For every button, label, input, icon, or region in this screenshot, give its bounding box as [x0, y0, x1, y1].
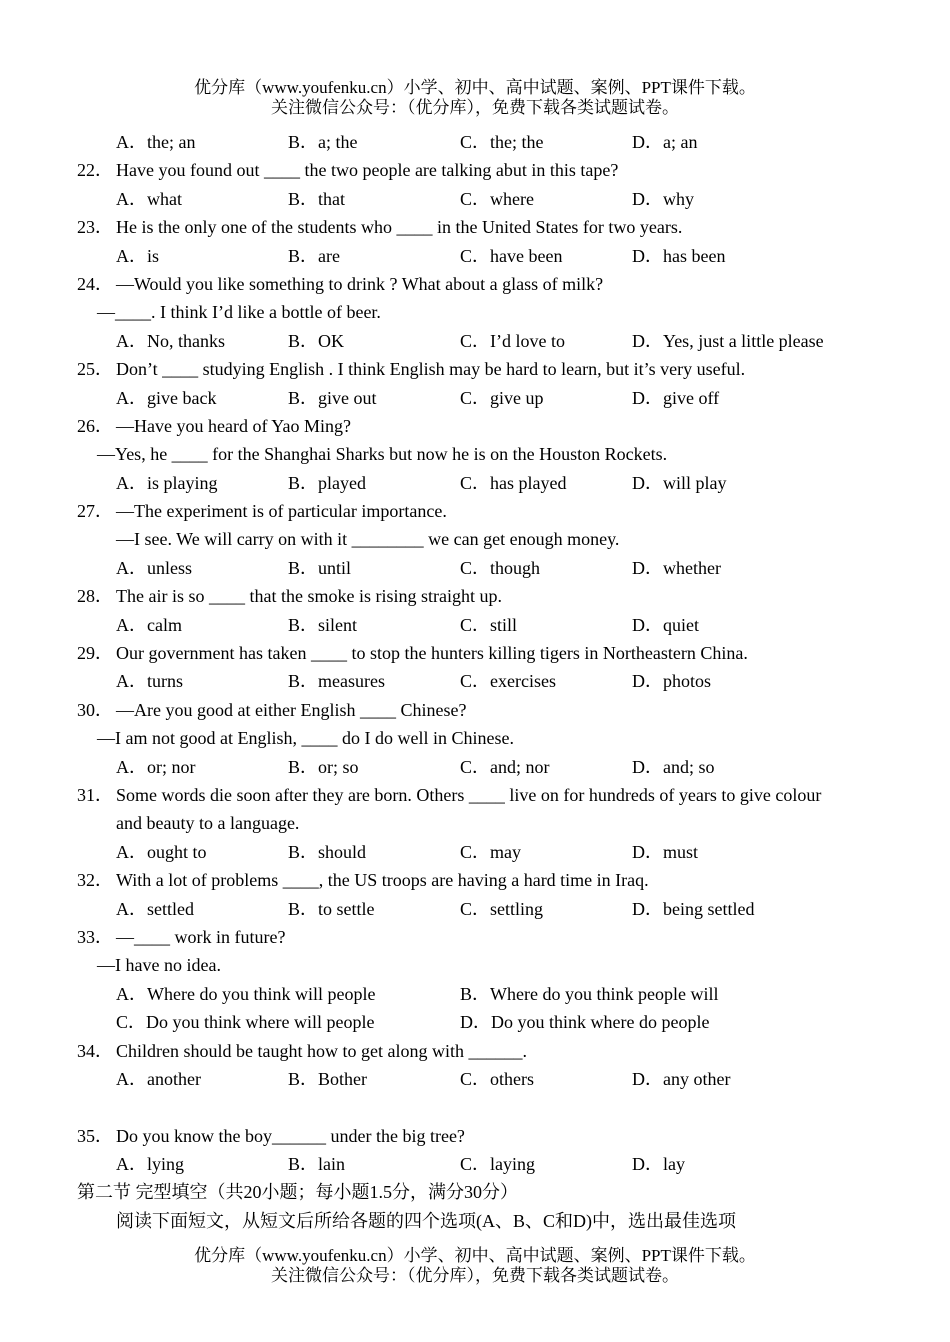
q35-stem: Do you know the boy______ under the big tree? [116, 1126, 465, 1146]
q30-option-c: C．and; nor [460, 757, 550, 777]
q27-question [0, 497, 950, 525]
q28-option-b: B．silent [288, 615, 358, 635]
q30-options [0, 753, 950, 781]
q30-option-a: A．or; nor [116, 757, 196, 777]
q34-number: 34． [77, 1041, 113, 1061]
q31-number: 31． [77, 785, 113, 805]
q26-reply-line [0, 440, 950, 468]
q29-option-d: D．photos [632, 671, 712, 691]
q23-question [0, 213, 950, 241]
q33-reply-line [0, 951, 950, 979]
q26-number: 26． [77, 416, 113, 436]
q32-option-d: D．being settled [632, 899, 755, 919]
q28-stem: The air is so ____ that the smoke is rising straight up. [116, 586, 502, 606]
q22-option-b: B．that [288, 189, 345, 209]
q29-stem: Our government has taken ____ to stop the hunters killing tigers in Northeastern China. [116, 643, 748, 663]
q22-question [0, 156, 950, 184]
q33-option-c: C．Do you think where will people [116, 1012, 375, 1032]
q27-number: 27． [77, 501, 113, 521]
q34-option-c: C．others [460, 1069, 534, 1089]
q23-option-c: C．have been [460, 246, 563, 266]
q25-option-a: A．give back [116, 388, 217, 408]
q26-option-a: A．is playing [116, 473, 218, 493]
q25-option-c: C．give up [460, 388, 544, 408]
q30-question [0, 696, 950, 724]
q26-option-d: D．will play [632, 473, 727, 493]
q22-options [0, 185, 950, 213]
q35-option-c: C．laying [460, 1154, 535, 1174]
q33-option-a: A．Where do you think will people [116, 984, 376, 1004]
q24-option-b: B．OK [288, 331, 345, 351]
q27-option-b: B．until [288, 558, 352, 578]
q24-reply-line [0, 298, 950, 326]
q34-option-a: A．another [116, 1069, 201, 1089]
q24-option-c: C．I’d love to [460, 331, 565, 351]
q25-question [0, 355, 950, 383]
q26-question [0, 412, 950, 440]
q34-question [0, 1037, 950, 1065]
q27-option-d: D．whether [632, 558, 721, 578]
q28-option-c: C．still [460, 615, 518, 635]
section-2-title-line [0, 1178, 950, 1206]
q30-reply-line [0, 724, 950, 752]
q23-option-a: A．is [116, 246, 160, 266]
q27-stem: —The experiment is of particular importance. [116, 501, 447, 521]
q34-options [0, 1065, 950, 1093]
q25-option-d: D．give off [632, 388, 720, 408]
q35-option-a: A．lying [116, 1154, 185, 1174]
q26-stem: —Have you heard of Yao Ming? [116, 416, 351, 436]
q32-option-b: B．to settle [288, 899, 375, 919]
q28-option-a: A．calm [116, 615, 182, 635]
q29-option-c: C．exercises [460, 671, 556, 691]
q29-number: 29． [77, 643, 113, 663]
q29-option-b: B．measures [288, 671, 385, 691]
q21-option-b: B．a; the [288, 132, 358, 152]
q30-option-b: B．or; so [288, 757, 359, 777]
q33-options-row-1 [0, 980, 950, 1008]
q33-options-row-2 [0, 1008, 950, 1036]
q23-options [0, 242, 950, 270]
q24-option-a: A．No, thanks [116, 331, 225, 351]
q35-option-d: D．lay [632, 1154, 685, 1174]
q31-stem-continued: and beauty to a language. [116, 813, 300, 833]
q33-question [0, 923, 950, 951]
q29-options [0, 667, 950, 695]
q26-option-b: B．played [288, 473, 366, 493]
q31-question [0, 781, 950, 809]
header-line-2: 关注微信公众号：（优分库），免费下载各类试题试卷。 [271, 98, 679, 117]
q21-option-a: A．the; an [116, 132, 196, 152]
q32-options [0, 895, 950, 923]
q21-option-c: C．the; the [460, 132, 544, 152]
q33-reply: —I have no idea. [97, 955, 221, 975]
q31-option-d: D．must [632, 842, 699, 862]
q33-stem: —____ work in future? [116, 927, 286, 947]
q31-stem-continued-line [0, 809, 950, 837]
q29-question [0, 639, 950, 667]
q30-reply: —I am not good at English, ____ do I do well in Chinese. [97, 728, 514, 748]
q31-options [0, 838, 950, 866]
q22-number: 22． [77, 160, 113, 180]
section-2-title: 第二节 完型填空（共20小题；每小题1.5分，满分30分） [77, 1182, 518, 1202]
q35-option-b: B．lain [288, 1154, 345, 1174]
q22-option-d: D．why [632, 189, 694, 209]
q31-option-c: C．may [460, 842, 521, 862]
q25-number: 25． [77, 359, 113, 379]
q23-stem: He is the only one of the students who ____ in the United States for two years. [116, 217, 683, 237]
q23-number: 23． [77, 217, 113, 237]
q32-number: 32． [77, 870, 113, 890]
footer-line-1: 优分库（www.youfenku.cn）小学、初中、高中试题、案例、PPT课件下载。 [194, 1246, 756, 1265]
footer-line-2: 关注微信公众号：（优分库），免费下载各类试题试卷。 [271, 1266, 679, 1285]
q25-option-b: B．give out [288, 388, 377, 408]
q34-option-b: B．Bother [288, 1069, 367, 1089]
q32-stem: With a lot of problems ____, the US troops are having a hard time in Iraq. [116, 870, 649, 890]
q24-number: 24． [77, 274, 113, 294]
q30-stem: —Are you good at either English ____ Chinese? [116, 700, 467, 720]
q29-option-a: A．turns [116, 671, 183, 691]
q24-stem: —Would you like something to drink ? What about a glass of milk? [116, 274, 604, 294]
q26-option-c: C．has played [460, 473, 567, 493]
q23-option-b: B．are [288, 246, 340, 266]
q25-options [0, 384, 950, 412]
q21-option-d: D．a; an [632, 132, 698, 152]
q31-option-b: B．should [288, 842, 367, 862]
q27-reply-line [0, 525, 950, 553]
q27-reply: —I see. We will carry on with it ________ we can get enough money. [116, 529, 620, 549]
q28-option-d: D．quiet [632, 615, 699, 635]
q32-option-c: C．settling [460, 899, 544, 919]
q33-option-d: D．Do you think where do people [460, 1012, 710, 1032]
q32-option-a: A．settled [116, 899, 194, 919]
q22-stem: Have you found out ____ the two people are talking abut in this tape? [116, 160, 619, 180]
q34-stem: Children should be taught how to get along with ______. [116, 1041, 527, 1061]
header-line-1: 优分库（www.youfenku.cn）小学、初中、高中试题、案例、PPT课件下载。 [194, 78, 756, 97]
section-2-instruction-line [0, 1207, 950, 1235]
q35-number: 35． [77, 1126, 113, 1146]
q31-stem: Some words die soon after they are born. Others ____ live on for hundreds of years to give colour [116, 785, 822, 805]
q30-number: 30． [77, 700, 113, 720]
q24-reply: —____. I think I’d like a bottle of beer. [97, 302, 381, 322]
q31-option-a: A．ought to [116, 842, 207, 862]
q33-option-b: B．Where do you think people will [460, 984, 719, 1004]
section-2-instruction: 阅读下面短文，从短文后所给各题的四个选项(A、B、C和D)中，选出最佳选项 [116, 1211, 736, 1231]
q35-options [0, 1150, 950, 1178]
q34-option-d: D．any other [632, 1069, 731, 1089]
q21-options [0, 128, 950, 156]
q28-question [0, 582, 950, 610]
q28-options [0, 611, 950, 639]
q23-option-d: D．has been [632, 246, 726, 266]
q35-question [0, 1122, 950, 1150]
q27-option-c: C．though [460, 558, 541, 578]
q33-number: 33． [77, 927, 113, 947]
q28-number: 28． [77, 586, 113, 606]
q26-reply: —Yes, he ____ for the Shanghai Sharks but now he is on the Houston Rockets. [97, 444, 668, 464]
q27-options [0, 554, 950, 582]
q26-options [0, 469, 950, 497]
q25-stem: Don’t ____ studying English . I think English may be hard to learn, but it’s very useful. [116, 359, 746, 379]
q24-options [0, 327, 950, 355]
q30-option-d: D．and; so [632, 757, 715, 777]
q27-option-a: A．unless [116, 558, 192, 578]
q24-question [0, 270, 950, 298]
q22-option-a: A．what [116, 189, 182, 209]
q24-option-d: D．Yes, just a little please [632, 331, 824, 351]
q22-option-c: C．where [460, 189, 534, 209]
q32-question [0, 866, 950, 894]
